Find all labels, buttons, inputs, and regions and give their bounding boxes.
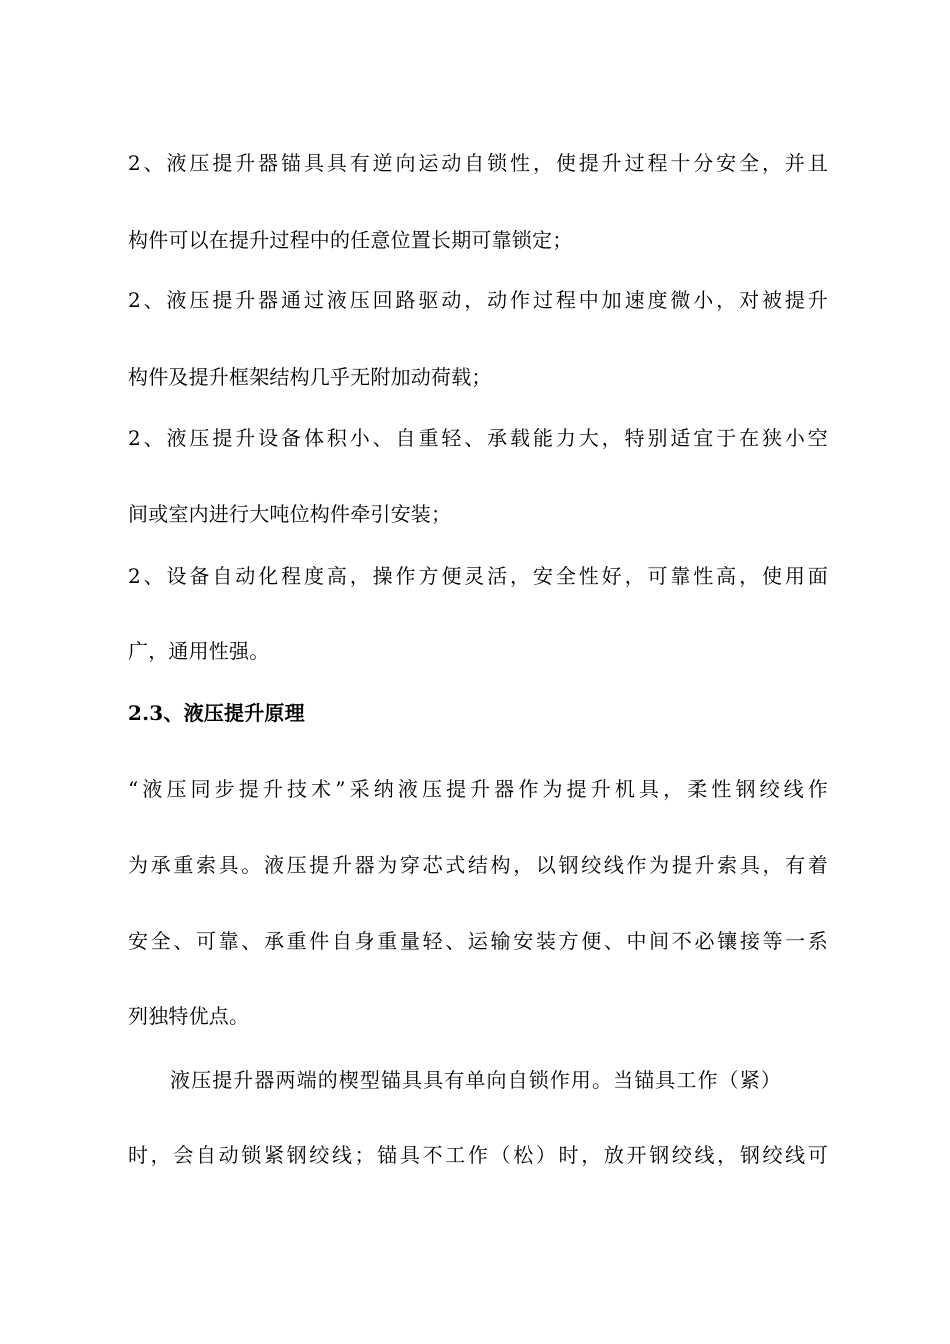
paragraph-line: 安全、可靠、承重件自身重量轻、运输安装方便、中间不必镶接等一系 <box>128 929 828 953</box>
paragraph-line: 为承重索具。液压提升器为穿芯式结构，以钢绞线作为提升索具，有着 <box>128 853 828 877</box>
paragraph-line: 构件及提升框架结构几乎无附加动荷载； <box>128 365 492 389</box>
paragraph-line: 时，会自动锁紧钢绞线；锚具不工作（松）时，放开钢绞线，钢绞线可 <box>128 1143 828 1167</box>
paragraph-line: 构件可以在提升过程中的任意位置长期可靠锁定； <box>128 228 573 252</box>
paragraph-line-indented: 液压提升器两端的楔型锚具具有单向自锁作用。当锚具工作（紧） <box>170 1068 782 1092</box>
paragraph-line: 广，通用性强。 <box>128 639 270 663</box>
section-heading: 2.3、液压提升原理 <box>128 701 305 725</box>
paragraph-line: “液压同步提升技术”采纳液压提升器作为提升机具，柔性钢绞线作 <box>128 777 828 801</box>
paragraph-line: 2、液压提升器锚具具有逆向运动自锁性，使提升过程十分安全，并且 <box>128 151 828 175</box>
paragraph-line: 间或室内进行大吨位构件牵引安装； <box>128 502 452 526</box>
paragraph-line: 2、设备自动化程度高，操作方便灵活，安全性好，可靠性高，使用面 <box>128 564 828 588</box>
paragraph-line: 2、液压提升设备体积小、自重轻、承载能力大，特别适宜于在狭小空 <box>128 426 828 450</box>
paragraph-line: 列独特优点。 <box>128 1004 250 1028</box>
paragraph-line: 2、液压提升器通过液压回路驱动，动作过程中加速度微小，对被提升 <box>128 288 828 312</box>
